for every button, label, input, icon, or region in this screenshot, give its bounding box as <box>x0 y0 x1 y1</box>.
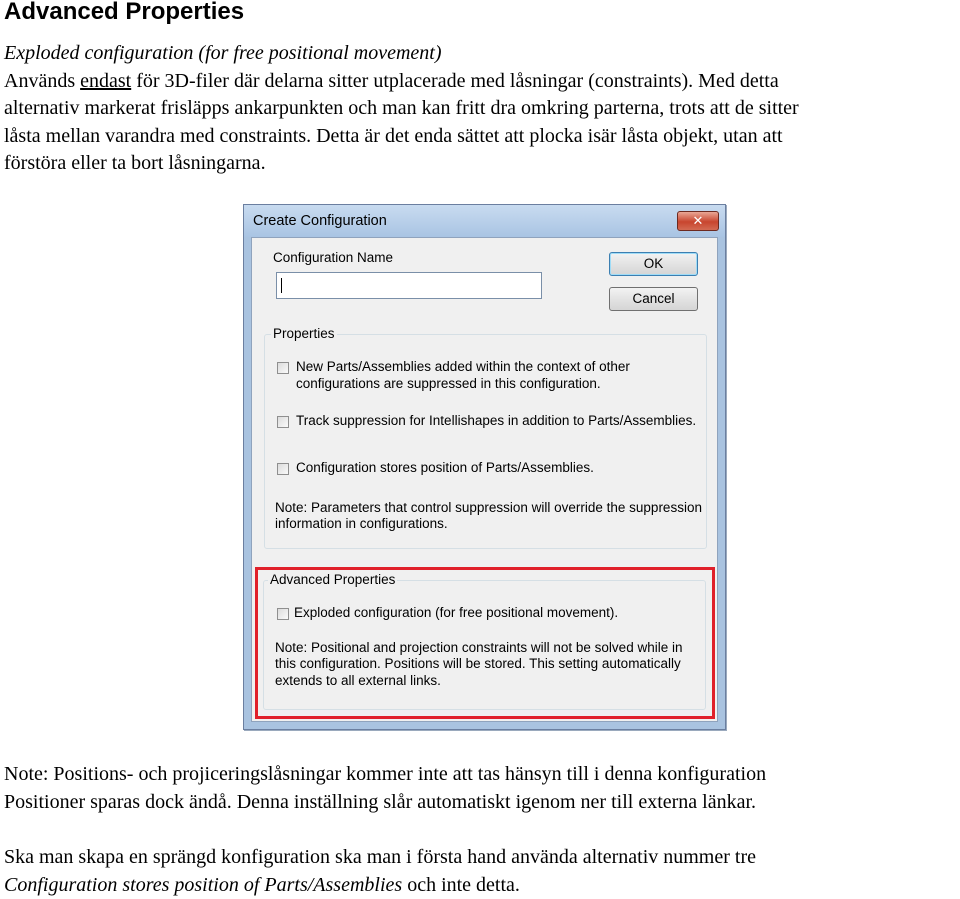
positional-note-line-3: extends to all external links. <box>275 673 441 690</box>
advanced-properties-highlight <box>255 567 715 719</box>
intro-line-4: förstöra eller ta bort låsningarna. <box>4 150 960 178</box>
intro-line-3: låsta mellan varandra med constraints. Detta är det enda sättet att plocka isär låsta objekt, utan att <box>4 123 960 151</box>
advanced-properties-legend: Advanced Properties <box>268 572 397 587</box>
intro-line-1-pre: Används <box>4 70 80 92</box>
dialog-titlebar <box>244 205 725 237</box>
close-icon: ✕ <box>693 213 704 228</box>
intro-subtitle: Exploded configuration (for free positional movement) <box>4 40 960 68</box>
suppression-note-line-2: information in configurations. <box>275 516 448 533</box>
footer-note <box>4 761 960 816</box>
positional-note-line-2: this configuration. Positions will be stored. This setting automatically <box>275 656 681 673</box>
new-parts-label-line-2: configurations are suppressed in this configuration. <box>296 376 601 393</box>
dialog-title: Create Configuration <box>253 213 387 229</box>
stores-position-label: Configuration stores position of Parts/Assemblies. <box>296 460 594 477</box>
track-suppression-label: Track suppression for Intellishapes in addition to Parts/Assemblies. <box>296 413 696 430</box>
intro-line-1-post: för 3D-filer där delarna sitter utplacerade med låsningar (constraints). Med detta <box>131 70 779 92</box>
intro-line-2: alternativ markerat frisläpps ankarpunkten och man kan fritt dra omkring parterna, trots att de sitter <box>4 95 960 123</box>
stores-position-checkbox[interactable] <box>277 463 289 475</box>
footer-italic-reference: Configuration stores position of Parts/Assemblies <box>4 874 402 896</box>
close-button[interactable] <box>677 211 719 231</box>
footer-note-line-1: Note: Positions- och projiceringslåsningar kommer inte att tas hänsyn till i denna konfiguration <box>4 761 960 789</box>
footer-conclusion-line-2 <box>4 872 960 899</box>
intro-line-1 <box>4 68 960 96</box>
config-name-label: Configuration Name <box>273 250 393 265</box>
footer-conclusion-line-1: Ska man skapa en sprängd konfiguration ska man i första hand använda alternativ nummer tre <box>4 844 960 872</box>
footer-conclusion-tail: och inte detta. <box>402 874 520 896</box>
exploded-configuration-label: Exploded configuration (for free positional movement). <box>294 605 618 622</box>
properties-legend: Properties <box>271 326 337 341</box>
ok-button[interactable]: OK <box>609 252 698 276</box>
intro-underlined-word: endast <box>80 70 131 92</box>
positional-note-line-1: Note: Positional and projection constraints will not be solved while in <box>275 640 682 657</box>
page-heading: Advanced Properties <box>4 0 244 27</box>
text-caret <box>281 278 282 293</box>
new-parts-checkbox[interactable] <box>277 362 289 374</box>
config-name-input[interactable] <box>276 272 542 299</box>
footer-note-line-2: Positioner sparas dock ändå. Denna inställning slår automatiskt igenom ner till externa länkar. <box>4 789 960 817</box>
footer-conclusion <box>4 844 960 899</box>
track-suppression-checkbox[interactable] <box>277 416 289 428</box>
new-parts-label-line-1: New Parts/Assemblies added within the context of other <box>296 359 630 376</box>
intro-section <box>4 40 960 178</box>
cancel-button[interactable]: Cancel <box>609 287 698 311</box>
suppression-note-line-1: Note: Parameters that control suppression will override the suppression <box>275 500 702 517</box>
